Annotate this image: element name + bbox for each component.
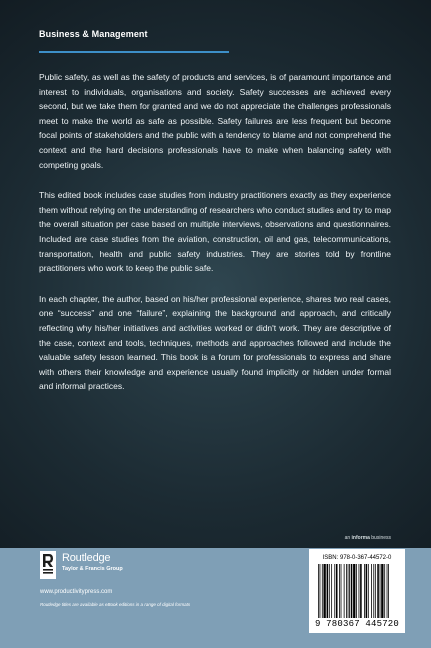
ebook-note: Routledge titles are available as eBook editions in a range of digital formats bbox=[40, 602, 191, 607]
blurb-paragraph-1: Public safety, as well as the safety of products and services, is of paramount importance and interest to individuals, organisations and society. Safety successes are achieved every second, but we take them for granted and we do not appreciate the challenges professionals meet to make the world as safe as possible. Safety failures are less frequent but become focal points of stakeholders and the public with a tendency to blame and not comprehend the context and the hard decisions professionals have to make when balancing safety with competing goals. bbox=[39, 72, 391, 170]
barcode-panel bbox=[309, 549, 405, 633]
blurb-paragraph-2: This edited book includes case studies from industry practitioners exactly as they experience them without relying on the understanding of researchers who conduct studies and try to map the overall situation per case based on multiple interviews, observations and questionnaires. Included are case studies from the aviation, construction, oil and gas, telecommunications, transportation, health and public safety industries. They are stories told by frontline practitioners who work to keep the public safe. bbox=[39, 190, 391, 274]
header-rule bbox=[39, 51, 229, 53]
informa-suffix: business bbox=[371, 535, 391, 541]
informa-prefix: an bbox=[344, 535, 351, 541]
barcode-digits: 9 780367 445720 bbox=[314, 619, 399, 629]
informa-brand: informa bbox=[351, 535, 370, 541]
informa-business-tag bbox=[345, 535, 391, 541]
publisher-name: Routledge bbox=[62, 552, 111, 564]
routledge-logo-icon bbox=[40, 551, 56, 579]
blurb-text bbox=[39, 70, 391, 410]
blurb-paragraph-3: In each chapter, the author, based on his/her professional experience, shares two real cases, one “success” and one “failure”, explaining the background and approach, and critically reflecting why his/her initiatives and activities worked or didn't work. They are descriptive of the case, context and tools, techniques, methods and approaches followed and include the valuable safety lesson learned. This book is a forum for professionals to express and share with others their knowledge and experience usually found implicitly or hidden under formal and informal practices. bbox=[39, 293, 391, 392]
barcode-image bbox=[317, 564, 399, 620]
isbn-label: ISBN: 978-0-367-44572-0 bbox=[322, 555, 392, 561]
category-label: Business & Management bbox=[39, 29, 148, 39]
publisher-group: Taylor & Francis Group bbox=[62, 566, 123, 572]
publisher-website: www.productivitypress.com bbox=[40, 589, 113, 595]
